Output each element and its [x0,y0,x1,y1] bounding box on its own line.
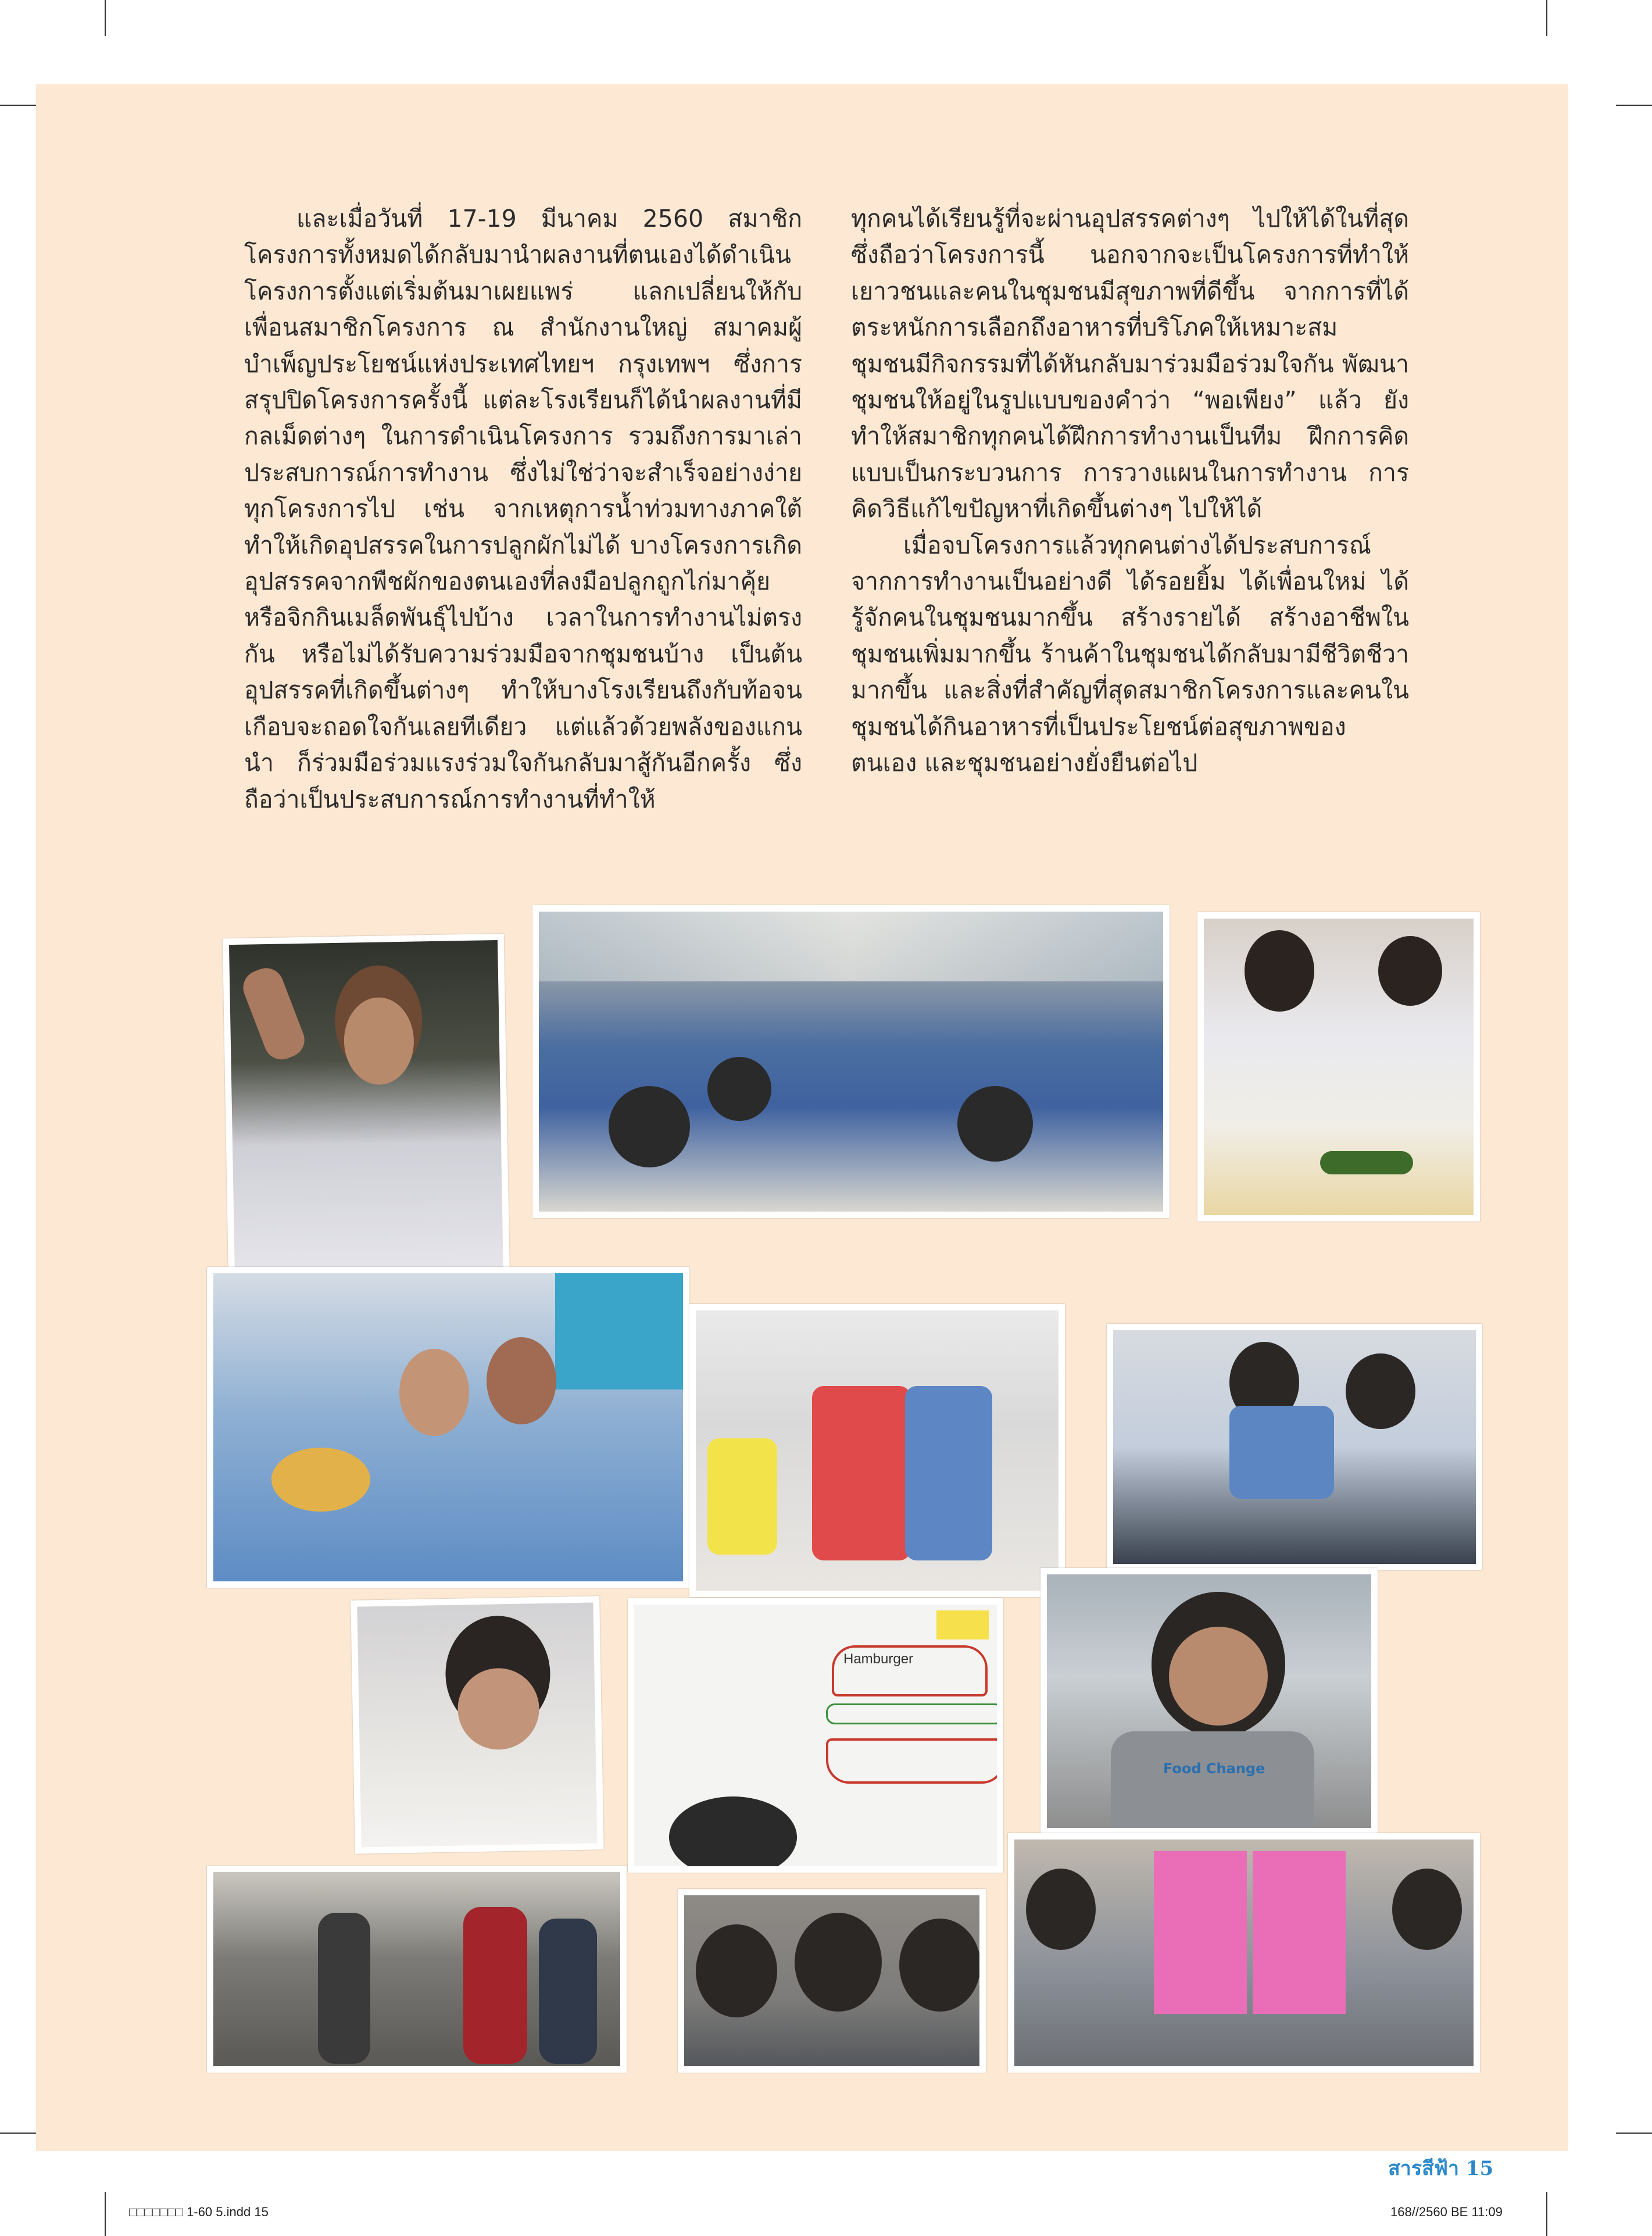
crop-mark [105,0,106,36]
photo-students-cutting-vegetables [1197,912,1480,1221]
crop-mark [0,2133,36,2134]
crop-mark [1616,2133,1652,2134]
photo-students-costume-show [207,1866,627,2073]
body-paragraph: ทุกคนได้เรียนรู้ที่จะผ่านอุปสรรคต่างๆ ไปให้ได้ในที่สุด ซึ่งถือว่าโครงการนี้ นอกจากจะเป็นโครงการที่ทำให้เยาวชนและคนในชุมชนมีสุขภาพที่ดีขึ้น จากการที่ได้ตระหนักการเลือกถึงอาหารที่บริโภคให้เหมาะสม ชุมชนมีกิจกรรมที่ได้หันกลับมาร่วมมือร่วมใจกัน พัฒนาชุมชนให้อยู่ในรูปแบบของคำว่า “พอเพียง” แล้ว ยังทำให้สมาชิกทุกคนได้ฝึกการทำงานเป็นทีม ฝึกการคิดแบบเป็นกระบวนการ การวางแผนในการทำงาน การคิดวิธีแก้ไขปัญหาที่เกิดขึ้นต่างๆ ไปให้ได้ [851,205,1409,523]
body-paragraph: และเมื่อวันที่ 17-19 มีนาคม 2560 สมาชิกโครงการทั้งหมดได้กลับมานำผลงานที่ตนเองได้ดำเนินโครงการตั้งแต่เริ่มต้นมาเผยแพร่ แลกเปลี่ยนให้กับเพื่อนสมาชิกโครงการ ณ สำนักงานใหญ่ สมาคมผู้บำเพ็ญประโยชน์แห่งประเทศไทยฯ กรุงเทพฯ ซึ่งการสรุปปิดโครงการครั้งนี้ แต่ละโรงเรียนก็ได้นำผลงานที่มีกลเม็ดต่างๆ ในการดำเนินโครงการ รวมถึงการมาเล่าประสบการณ์การทำงาน ซึ่งไม่ใช่ว่าจะสำเร็จอย่างง่ายทุกโครงการไป เช่น จากเหตุการน้ำท่วมทางภาคใต้ทำให้เกิดอุปสรรคในการปลูกผักไม่ได้ บางโครงการเกิดอุปสรรคจากพืชผักของตนเองที่ลงมือปลูกถูกไก่มาคุ้ยหรือจิกกินเมล็ดพันธุ์ไปบ้าง เวลาในการทำงานไม่ตรงกัน หรือไม่ได้รับความร่วมมือจากชุมชนบ้าง เป็นต้น อุปสรรคที่เกิดขึ้นต่างๆ ทำให้บางโรงเรียนถึงกับท้อจนเกือบจะถอดใจกันเลยทีเดียว แต่แล้วด้วยพลังของแกนนำ ก็ร่วมมือร่วมแรงร่วมใจกันกลับมาสู้กันอีกครั้ง ซึ่งถือว่าเป็นประสบการณ์การทำงานที่ทำให้ [244,205,802,813]
hamburger-label: Hamburger [843,1651,914,1667]
crop-mark [1546,2192,1547,2236]
photo-teachers-with-snacks [207,1267,689,1588]
body-paragraph: เมื่อจบโครงการแล้วทุกคนต่างได้ประสบการณ์จากการทำงานเป็นอย่างดี ได้รอยยิ้ม ได้เพื่อนใหม่ ได้รู้จักคนในชุมชนมากขึ้น สร้างรายได้ สร้างอาชีพในชุมชนเพิ่มมากขึ้น ร้านค้าในชุมชนได้กลับมามีชีวิตชีวามากขึ้น และสิ่งที่สำคัญที่สุดสมาชิกโครงการและคนในชุมชนได้กินอาหารที่เป็นประโยชน์ต่อสุขภาพของตนเอง และชุมชนอย่างยั่งยืนต่อไป [851,531,1409,777]
crop-mark [1546,0,1547,36]
magazine-page [36,84,1568,2180]
page-number: 15 [1465,2157,1494,2180]
print-slug-date: 168//2560 BE 11:09 [1390,2205,1503,2219]
crop-mark [1616,105,1652,106]
photo-student-cheering [223,934,510,1287]
photo-students-cheering [678,1889,986,2073]
photo-hamburger-mindmap [628,1598,1003,1873]
text-column-left [244,201,802,817]
page-footer [1388,2152,1493,2184]
crop-mark [0,105,36,106]
magazine-name: สารสีฟ้า [1388,2157,1460,2180]
shirt-logo-text: Food Change [1163,1760,1265,1777]
photo-students-exhibition-booth [1008,1833,1480,2073]
photo-students-seated-hall [532,905,1170,1218]
photo-student-holding-product [1040,1568,1378,1834]
photo-student-writing [351,1596,604,1853]
photo-teacher-demonstration [689,1304,1065,1597]
print-slug-file: □□□□□□□ 1-60 5.indd 15 [129,2205,269,2219]
photo-students-discussion [1107,1324,1482,1570]
crop-mark [105,2192,106,2236]
text-column-right [851,201,1409,781]
